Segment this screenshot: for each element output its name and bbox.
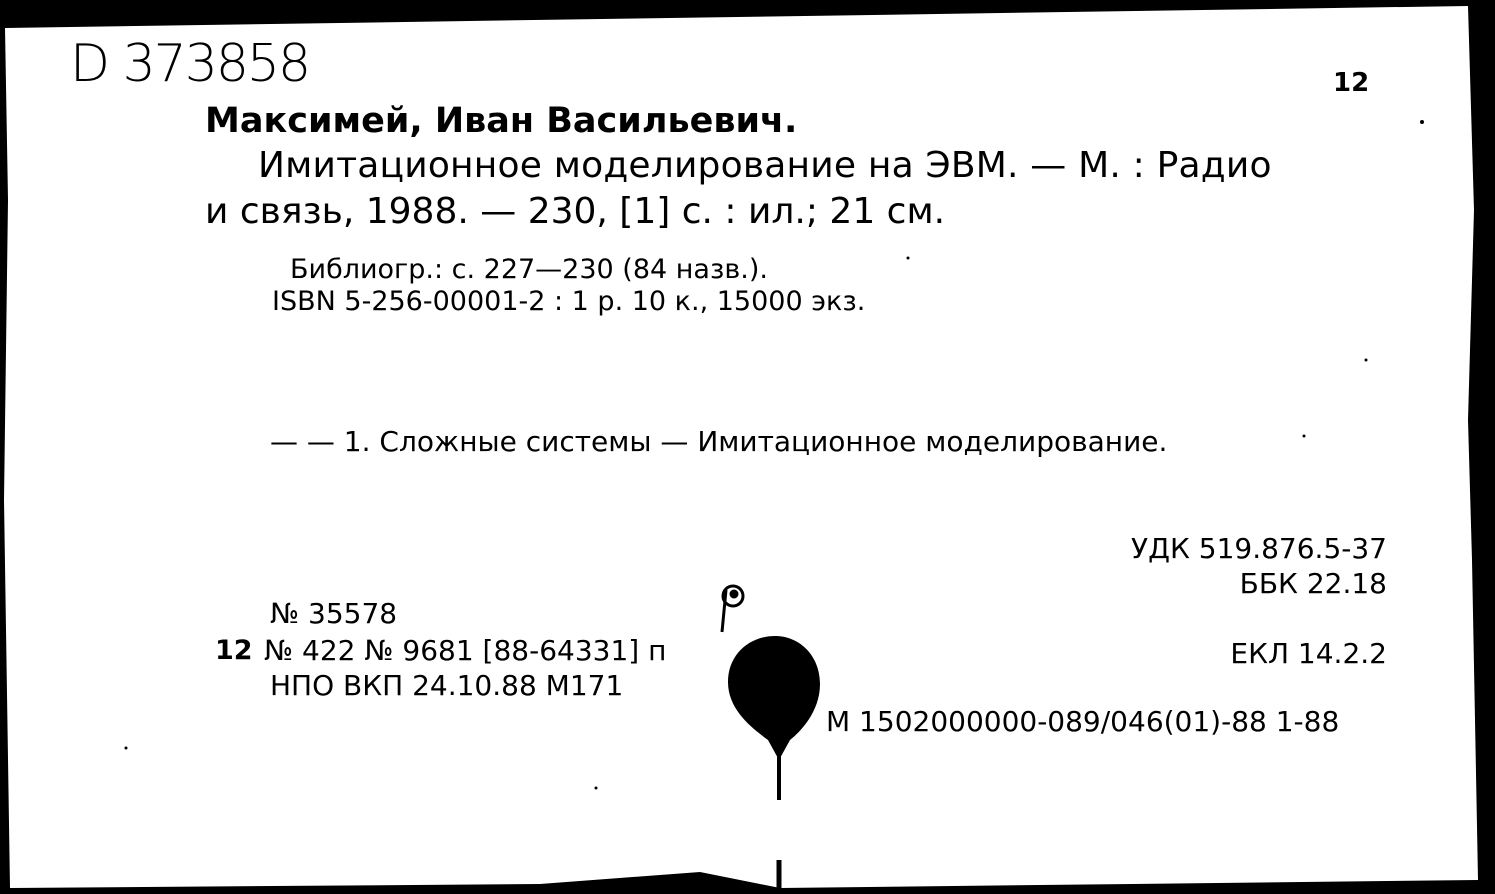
ekl-code: ЕКЛ 14.2.2 xyxy=(1230,637,1387,670)
order-prefix: 12 xyxy=(215,635,253,666)
publisher-line: НПО ВКП 24.10.88 М171 xyxy=(270,669,624,702)
handwritten-call-number: D 373858 xyxy=(70,34,310,94)
bbk-code: ББК 22.18 xyxy=(1239,567,1387,600)
order-line: № 422 № 9681 [88-64331] п xyxy=(264,634,667,667)
author-heading: Максимей, Иван Васильевич. xyxy=(205,101,798,141)
subject-heading: — — 1. Сложные системы — Имитационное моделирование. xyxy=(270,425,1168,458)
record-number: № 35578 xyxy=(270,597,398,630)
m-code: М 1502000000-089/046(01)-88 1-88 xyxy=(826,705,1340,738)
isbn-line: ISBN 5-256-00001-2 : 1 р. 10 к., 15000 экз. xyxy=(272,286,866,317)
corner-mark: 12 xyxy=(1333,68,1370,98)
title-line-1: Имитационное моделирование на ЭВМ. — М. : Радио xyxy=(258,145,1272,186)
bibliography-note: Библиогр.: с. 227—230 (84 назв.). xyxy=(290,254,768,285)
udk-code: УДК 519.876.5-37 xyxy=(1131,532,1387,565)
title-line-2: и связь, 1988. — 230, [1] с. : ил.; 21 см. xyxy=(205,191,946,232)
